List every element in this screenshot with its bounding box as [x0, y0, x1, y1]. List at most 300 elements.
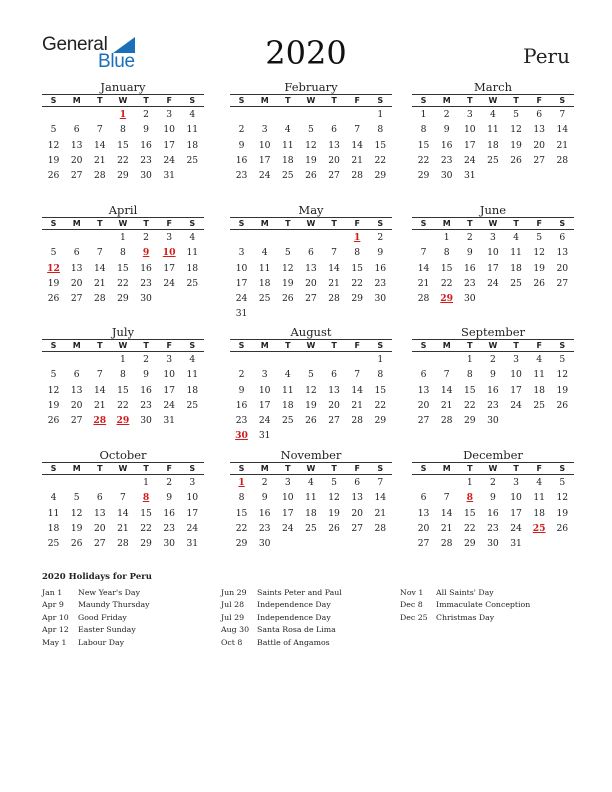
day-cell: 8 — [377, 124, 384, 136]
weekday-label: S — [377, 96, 384, 105]
holiday-item — [42, 637, 150, 649]
weekday-header — [42, 94, 204, 107]
day-cell: 15 — [117, 139, 129, 151]
weekday-label: T — [513, 96, 519, 105]
month-june — [412, 203, 574, 306]
day-cell: 3 — [166, 354, 173, 365]
holiday-item — [42, 612, 150, 624]
month-title: November — [280, 448, 342, 462]
day-cell: 28 — [351, 415, 364, 427]
day-cell: 14 — [351, 139, 364, 151]
day-cell: 9 — [143, 369, 149, 381]
day-cell: 16 — [235, 399, 248, 411]
calendar-country: Peru — [523, 44, 570, 68]
holiday-day-cell: 1 — [238, 477, 245, 488]
day-cell: 17 — [258, 399, 271, 411]
empty-day-cell — [253, 352, 276, 367]
weekday-label: T — [285, 219, 291, 228]
day-cell: 19 — [70, 522, 83, 534]
logo-text-blue: Blue — [98, 51, 135, 72]
day-cell: 30 — [487, 538, 499, 550]
weekday-label: S — [50, 464, 57, 473]
day-cell: 15 — [351, 262, 364, 274]
day-cell: 26 — [556, 399, 569, 411]
weekday-label: S — [189, 96, 196, 105]
day-cell: 7 — [420, 247, 427, 259]
day-cell: 9 — [490, 492, 496, 504]
weekday-header — [412, 94, 574, 107]
day-cell: 15 — [417, 139, 430, 151]
weekday-label: F — [354, 219, 360, 228]
day-cell: 30 — [140, 170, 152, 182]
day-cell: 4 — [50, 492, 57, 504]
day-cell: 26 — [70, 538, 83, 550]
day-grid — [412, 475, 574, 551]
empty-day-cell — [230, 107, 253, 122]
day-cell: 22 — [374, 399, 387, 411]
day-cell: 10 — [258, 384, 271, 396]
day-cell: 13 — [328, 139, 340, 151]
holiday-date: Apr 9 — [42, 600, 64, 610]
calendar-year: 2020 — [265, 34, 347, 72]
weekday-label: S — [559, 219, 566, 228]
day-cell: 7 — [331, 247, 337, 259]
day-cell: 18 — [510, 262, 522, 274]
day-cell: 5 — [73, 492, 80, 504]
holiday-name: Independence Day — [257, 600, 331, 610]
day-cell: 24 — [258, 170, 271, 182]
day-cell: 25 — [510, 277, 522, 289]
day-cell: 10 — [258, 139, 271, 151]
day-cell: 26 — [47, 170, 60, 182]
day-grid — [412, 230, 574, 306]
day-cell: 22 — [417, 154, 430, 166]
weekday-label: T — [285, 96, 291, 105]
day-cell: 3 — [466, 109, 473, 120]
weekday-label: T — [331, 464, 337, 473]
weekday-label: T — [331, 219, 337, 228]
day-cell: 8 — [120, 369, 126, 381]
day-cell: 4 — [513, 232, 519, 243]
day-cell: 11 — [186, 247, 199, 259]
day-cell: 22 — [374, 154, 387, 166]
day-cell: 4 — [536, 477, 543, 488]
day-cell: 7 — [96, 247, 103, 259]
day-cell: 2 — [490, 477, 496, 488]
day-cell: 18 — [258, 277, 271, 289]
day-cell: 22 — [117, 399, 129, 411]
weekday-label: S — [238, 219, 245, 228]
empty-day-cell — [299, 107, 322, 122]
weekday-label: S — [238, 341, 245, 350]
day-cell: 13 — [70, 384, 83, 396]
weekday-label: S — [189, 464, 196, 473]
holiday-name: Labour Day — [78, 637, 125, 647]
holiday-day-cell: 10 — [162, 247, 176, 259]
day-cell: 16 — [374, 262, 387, 274]
day-cell: 18 — [487, 139, 499, 151]
month-april — [42, 203, 204, 306]
empty-day-cell — [65, 475, 88, 490]
day-cell: 20 — [351, 507, 364, 519]
day-cell: 7 — [96, 124, 103, 136]
day-cell: 8 — [443, 247, 450, 259]
weekday-label: S — [238, 464, 245, 473]
weekday-label: T — [97, 96, 103, 105]
day-cell: 31 — [258, 430, 271, 442]
weekday-label: T — [513, 341, 519, 350]
day-cell: 3 — [166, 232, 173, 243]
day-cell: 6 — [420, 369, 427, 381]
day-cell: 17 — [487, 262, 499, 274]
day-cell: 2 — [143, 109, 149, 120]
day-cell: 10 — [163, 369, 176, 381]
day-grid — [42, 107, 204, 183]
day-cell: 16 — [258, 507, 271, 519]
weekday-label: F — [354, 96, 360, 105]
holiday-item — [221, 624, 342, 636]
day-cell: 15 — [374, 384, 387, 396]
day-cell: 31 — [186, 538, 199, 550]
weekday-label: S — [420, 219, 427, 228]
day-cell: 30 — [487, 415, 499, 427]
day-cell: 12 — [70, 507, 83, 519]
month-july — [42, 325, 204, 428]
day-cell: 14 — [374, 492, 387, 504]
day-cell: 8 — [466, 369, 473, 381]
day-cell: 17 — [186, 507, 199, 519]
day-cell: 28 — [374, 522, 387, 534]
day-cell: 7 — [443, 369, 450, 381]
day-cell: 14 — [328, 262, 340, 274]
day-cell: 18 — [281, 399, 294, 411]
day-cell: 6 — [73, 124, 80, 136]
holiday-day-cell: 1 — [119, 109, 127, 120]
day-cell: 6 — [331, 124, 337, 136]
day-cell: 10 — [510, 369, 522, 381]
day-cell: 27 — [328, 415, 340, 427]
month-december — [412, 448, 574, 551]
day-cell: 6 — [73, 247, 80, 259]
weekday-label: T — [143, 96, 149, 105]
day-cell: 7 — [354, 124, 361, 136]
day-cell: 27 — [93, 538, 106, 550]
day-cell: 6 — [308, 247, 314, 259]
empty-day-cell — [412, 475, 435, 490]
holiday-item — [400, 612, 530, 624]
day-cell: 11 — [533, 369, 546, 381]
day-cell: 5 — [536, 232, 543, 243]
day-cell: 22 — [351, 277, 364, 289]
day-cell: 20 — [70, 154, 83, 166]
day-cell: 31 — [463, 170, 476, 182]
day-cell: 9 — [143, 124, 149, 136]
weekday-label: T — [285, 341, 291, 350]
weekday-label: S — [50, 219, 57, 228]
day-cell: 21 — [328, 277, 340, 289]
day-cell: 24 — [487, 277, 499, 289]
day-cell: 17 — [163, 139, 176, 151]
weekday-header — [42, 217, 204, 230]
weekday-label: S — [420, 341, 427, 350]
holiday-day-cell: 29 — [440, 293, 454, 305]
day-cell: 11 — [258, 262, 271, 274]
day-cell: 3 — [261, 124, 268, 136]
day-cell: 12 — [556, 369, 569, 381]
day-cell: 21 — [117, 522, 129, 534]
day-cell: 24 — [163, 154, 176, 166]
weekday-label: W — [488, 464, 498, 473]
day-cell: 19 — [47, 154, 60, 166]
day-cell: 19 — [328, 507, 340, 519]
empty-day-cell — [88, 107, 111, 122]
day-cell: 11 — [305, 492, 317, 504]
weekday-label: S — [559, 341, 566, 350]
day-cell: 19 — [510, 139, 522, 151]
day-cell: 4 — [284, 124, 291, 136]
day-cell: 2 — [490, 354, 496, 365]
day-cell: 16 — [140, 139, 152, 151]
weekday-label: W — [306, 341, 316, 350]
day-cell: 28 — [440, 415, 453, 427]
day-cell: 29 — [463, 415, 476, 427]
weekday-label: W — [118, 464, 128, 473]
day-cell: 5 — [284, 247, 291, 259]
day-cell: 12 — [533, 247, 546, 259]
weekday-header — [412, 217, 574, 230]
weekday-header — [412, 462, 574, 475]
day-cell: 1 — [120, 232, 126, 243]
day-cell: 1 — [120, 354, 126, 365]
weekday-label: F — [536, 219, 542, 228]
day-cell: 30 — [163, 538, 176, 550]
month-august — [230, 325, 392, 444]
day-cell: 19 — [47, 399, 60, 411]
day-grid — [42, 475, 204, 551]
day-cell: 9 — [238, 384, 245, 396]
holiday-name: Christmas Day — [436, 612, 495, 622]
day-cell: 17 — [258, 154, 271, 166]
month-march — [412, 80, 574, 183]
day-cell: 22 — [463, 399, 476, 411]
day-cell: 5 — [308, 124, 314, 136]
day-cell: 2 — [238, 124, 245, 136]
weekday-header — [42, 339, 204, 352]
month-title: May — [298, 203, 324, 217]
day-cell: 9 — [238, 139, 245, 151]
day-cell: 24 — [463, 154, 476, 166]
day-cell: 14 — [117, 507, 129, 519]
day-cell: 5 — [50, 369, 57, 381]
day-cell: 3 — [490, 232, 496, 243]
day-cell: 13 — [70, 139, 83, 151]
holiday-date: Jan 1 — [42, 588, 63, 597]
empty-day-cell — [412, 230, 435, 245]
day-cell: 24 — [258, 415, 271, 427]
holiday-column — [400, 587, 530, 624]
day-cell: 22 — [440, 277, 453, 289]
empty-day-cell — [346, 107, 369, 122]
day-cell: 20 — [417, 399, 430, 411]
holiday-column — [42, 587, 150, 649]
day-cell: 20 — [70, 399, 83, 411]
holiday-date: Nov 1 — [400, 588, 424, 597]
day-cell: 1 — [466, 477, 473, 488]
day-cell: 13 — [93, 507, 106, 519]
weekday-label: W — [488, 341, 498, 350]
day-cell: 20 — [556, 262, 569, 274]
holiday-name: All Saints' Day — [436, 588, 494, 597]
day-cell: 5 — [559, 354, 566, 365]
weekday-label: S — [559, 464, 566, 473]
day-cell: 12 — [556, 492, 569, 504]
day-cell: 29 — [374, 170, 387, 182]
holiday-name: Battle of Angamos — [257, 637, 330, 647]
day-cell: 25 — [533, 399, 546, 411]
weekday-label: M — [72, 464, 81, 473]
empty-day-cell — [323, 230, 346, 245]
day-cell: 7 — [96, 369, 103, 381]
weekday-header — [230, 462, 392, 475]
weekday-label: M — [72, 96, 81, 105]
day-cell: 20 — [328, 399, 340, 411]
weekday-label: F — [166, 464, 172, 473]
day-cell: 20 — [328, 154, 340, 166]
day-cell: 20 — [305, 277, 317, 289]
weekday-header — [230, 339, 392, 352]
weekday-label: S — [238, 96, 245, 105]
weekday-label: W — [118, 219, 128, 228]
empty-day-cell — [346, 352, 369, 367]
day-cell: 12 — [281, 262, 294, 274]
day-cell: 13 — [305, 262, 317, 274]
day-cell: 24 — [235, 293, 248, 305]
day-cell: 14 — [93, 384, 106, 396]
day-cell: 18 — [533, 507, 546, 519]
holiday-list-title: 2020 Holidays for Peru — [42, 572, 152, 582]
day-cell: 2 — [377, 232, 384, 243]
day-cell: 31 — [510, 538, 522, 550]
day-grid — [230, 352, 392, 444]
day-cell: 22 — [117, 154, 129, 166]
day-cell: 8 — [238, 492, 245, 504]
day-cell: 21 — [440, 522, 453, 534]
holiday-item — [42, 599, 150, 611]
day-cell: 8 — [354, 247, 361, 259]
day-cell: 7 — [443, 492, 450, 504]
weekday-label: T — [467, 341, 473, 350]
month-title: June — [479, 203, 507, 217]
day-grid — [42, 352, 204, 428]
day-cell: 1 — [143, 477, 149, 488]
day-cell: 21 — [440, 399, 453, 411]
day-cell: 29 — [235, 538, 248, 550]
day-cell: 22 — [140, 522, 152, 534]
weekday-label: F — [536, 464, 542, 473]
day-cell: 7 — [120, 492, 126, 504]
weekday-label: T — [467, 219, 473, 228]
day-cell: 1 — [377, 109, 384, 120]
day-cell: 14 — [351, 384, 364, 396]
day-cell: 11 — [510, 247, 522, 259]
day-cell: 14 — [93, 262, 106, 274]
day-cell: 26 — [47, 293, 60, 305]
month-october — [42, 448, 204, 551]
day-cell: 4 — [189, 232, 196, 243]
holiday-list — [42, 572, 582, 647]
weekday-label: M — [260, 219, 269, 228]
day-grid — [230, 107, 392, 183]
weekday-label: S — [50, 96, 57, 105]
holiday-date: Jul 29 — [221, 612, 245, 622]
weekday-header — [412, 339, 574, 352]
day-cell: 18 — [305, 507, 317, 519]
weekday-label: T — [143, 219, 149, 228]
holiday-name: Independence Day — [257, 612, 331, 622]
empty-day-cell — [65, 107, 88, 122]
holiday-item — [221, 637, 342, 649]
day-cell: 3 — [513, 354, 519, 365]
holiday-column — [221, 587, 342, 649]
empty-day-cell — [299, 352, 322, 367]
day-cell: 29 — [463, 538, 476, 550]
day-cell: 23 — [235, 170, 248, 182]
day-cell: 8 — [377, 369, 384, 381]
holiday-day-cell: 28 — [93, 415, 107, 427]
day-cell: 27 — [70, 293, 83, 305]
day-cell: 27 — [305, 293, 317, 305]
day-cell: 17 — [235, 277, 248, 289]
holiday-date: Oct 8 — [221, 637, 243, 647]
weekday-label: W — [118, 341, 128, 350]
holiday-item — [221, 587, 342, 599]
day-cell: 20 — [533, 139, 546, 151]
month-title: January — [100, 80, 146, 94]
day-cell: 11 — [487, 124, 499, 136]
day-cell: 4 — [284, 369, 291, 381]
month-february — [230, 80, 392, 183]
day-cell: 17 — [510, 507, 522, 519]
weekday-label: T — [331, 96, 337, 105]
weekday-label: M — [442, 464, 451, 473]
day-cell: 22 — [117, 277, 129, 289]
day-cell: 5 — [50, 124, 57, 136]
day-cell: 24 — [163, 277, 176, 289]
weekday-label: S — [189, 219, 196, 228]
day-cell: 17 — [510, 384, 522, 396]
empty-day-cell — [412, 352, 435, 367]
day-cell: 11 — [186, 124, 199, 136]
day-cell: 25 — [281, 170, 294, 182]
day-cell: 26 — [305, 170, 317, 182]
day-cell: 18 — [186, 262, 199, 274]
holiday-item — [221, 612, 342, 624]
empty-day-cell — [88, 475, 111, 490]
day-cell: 19 — [47, 277, 60, 289]
day-cell: 3 — [189, 477, 196, 488]
empty-day-cell — [323, 107, 346, 122]
day-cell: 19 — [533, 262, 546, 274]
weekday-label: M — [442, 341, 451, 350]
day-cell: 8 — [420, 124, 427, 136]
day-cell: 28 — [328, 293, 340, 305]
day-cell: 3 — [238, 247, 245, 259]
day-cell: 1 — [420, 109, 427, 120]
weekday-label: M — [260, 341, 269, 350]
day-cell: 25 — [305, 522, 317, 534]
holiday-item — [42, 624, 150, 636]
day-cell: 15 — [140, 507, 152, 519]
